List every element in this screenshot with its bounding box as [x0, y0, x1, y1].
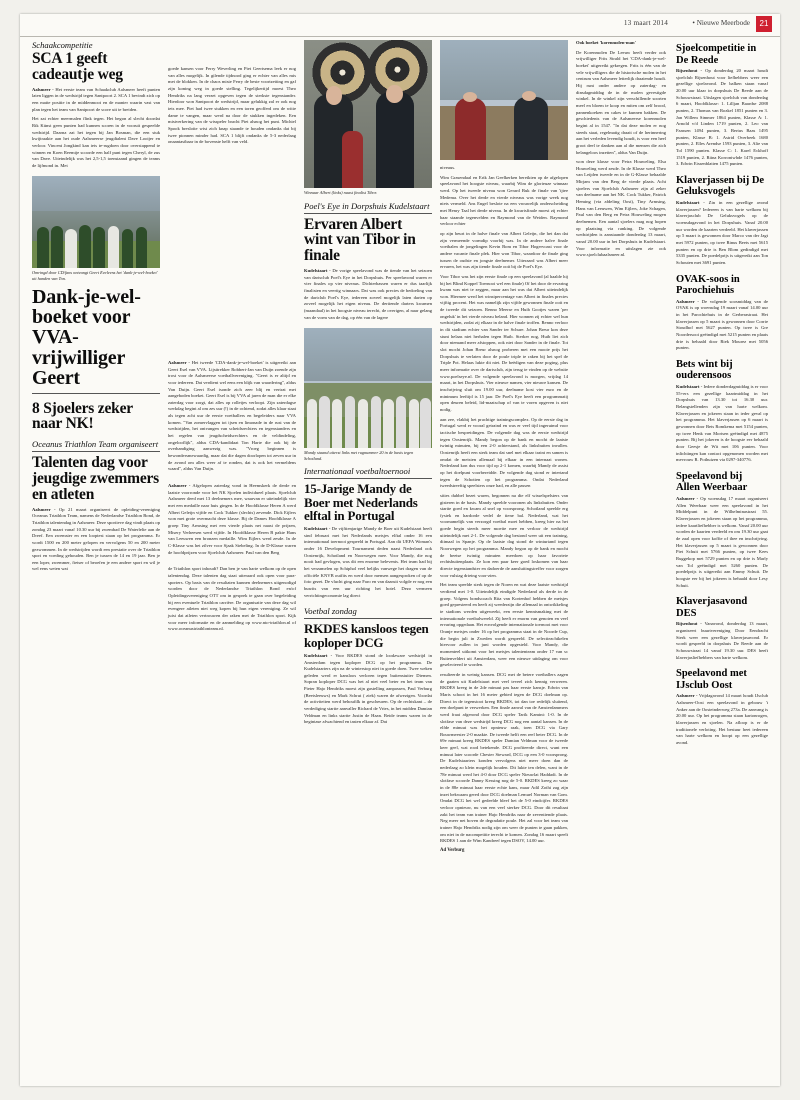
photo-caption: Mandy staand uiterst links met rugnummer 20 in de basis tegen Schotland.	[304, 450, 414, 461]
notice-headline: Bets wint bij ouderensoos	[676, 358, 733, 382]
photo-image	[440, 40, 568, 160]
article-albert	[304, 201, 432, 322]
article-body: Kudelstaart - Voor RKDES stond de loodzware wedstrijd in Amsterdam tegen koploper DCG op het programma. De Kudelstaarters zijn na de winterstop niet in goede doen. Twee weken geleden werd er kansloos verloren tegen buitenstuiter Diemen. Sopran koploper DCG was het al niet veel beter en het team van Pieter Hajo Hendriks moest zijn gastelling aanpassen, Paul Verburg (Beetsleeuws) en Mark Schrut ( ziek) waren de afwezigen. Voordat de activiteiten werd behoufilk in gescheuren. Op de rechtskant – de verdediging startte aanvaller Richard de Vries, in het midden Damian Veldman en links startte Justin de Haan. Beide teams waren in de begintase afwachtend en tasten elkaar af. Dat	[304, 652, 432, 725]
photo-image	[32, 176, 160, 268]
dateline: Rijsenhout -	[676, 621, 702, 627]
article-rkdes-continued: resulteerde in weinig kansen. DCG met de betere voetballers zagen de gaaten uit Kudelstaart met veel teveel zich kennig verweren. RKDES kreeg in de 2de minuut pas haar eerste kansje. Edwin van Maris schoot in het 16 meter gebied tegen de DCG doelman op. Direct in de tegenstoot kreeg RKDES, tot dan toe redelijk sluitend, een doelpunt te verwerken. Een finale aanval van de Amsterdammers werd fraai afgerond door DCG speler Tarik Kamini: 1-0. In de slotfase van deze wedstrijd kreeg DCG nog een aantal kansen. In de elfde minuut was het opnieuw raak, toen DCG via Gary Bouwmeester 2-0 maakte. De tweede helft een reel beter DCG. In de 69e minuut kreeg RKDES speler Damian Veldman voor de tweede keer geel, wat rood betekende. DCG profiteerde direct, wunt een minuut later scoorde Chester Steward, DCG op een 3-0 voorsprong. De Kudelstaarters konden vervolgens niet meer doen dan de nederlaag zo klein mogelijk houden. Dit lukte ten delen, want in de 78e minuut werd het 4-0 door DCG speler Nieuwlat Haddadi. In de slotfase scoorde Danny Kessing nog de 5-0. RKDES kreeg zo waar in de 88e minuut haar eerste echte kans, maar Adil Zothi zag zijn inzet bekwaam gered door DCG doelman Lemuel Norman van Gom. Omdat DCG het wel gedeelde bleef het de 5-0 eindcijfer. RKDES verloor opnieuw, nu van een veel sterker DCG. Door dit resultaat zakt het team van trainer Hajo Hendriks naar de zeventiende plaats. Neg meer net boven de degradatie poule. Het zal voor het team van trainer Hajo Hendriks nodig zijn om weer de punten te gaan pakken, om niet in de nacompetitie terecht te komen. Zondag 16 maart speelt RKDES 1 aan de Wim Kandreef tegen DSOV, 14.00 uur. Ad Verburg	[440, 671, 568, 853]
article-body: Aalsmeer - Op 21 maart organiseert de opleiding-vereniging Oceanus Triathlon Team, namens de Nederlandse Triathlon Bond, de Triathlon talentendag in Aalsmeer. Deze sportieve dag vindt plaats op zondag 23 maart vanaf 10.30 uur bij zwembad De Waterlelie aan de Dreef. Een zwemster en een looptest staan op het programma. Er wordt 1500 en 200 meter gelopen en vervolgens 50 en 200 meter gezwommen. In de wedstrijden wordt een prestatie over de Triathlon sport en voeding gehouden. Ben je tussen de 14 en 19 jaar. Ben je een loper, zwemmer, fietser of beoefen je een andere sport en wil je wel eens weten wat	[32, 506, 161, 572]
article-columns	[32, 40, 768, 1080]
article-sjoelers	[32, 401, 160, 433]
article-mandy-continued: aan zee, vlakbij het prachtige trainingscomplex. Op de eerste dag in Portugal werd er vooral getraind en was er veel tijd ingeruimd voor tactische bespreidingen. De volgende dag was de eerste wedstrijd tegen Oostenrijk. Mandy begon op de bank en mocht de laatste twintig minuten, bij een 2-0 achterstand, als linksbuiten invallen. Oostenrijk heeft een sterk team dat snel met elkaar traint en samen is omdat de meisten allemaal bij elkaar in een internaat wonen. Nederland kon dus voor tijd op 2-1 komen, waarbij Mandy de assist op het doelpunt voorbereidde. De volgende dag stond er intertand tegen de Schotten op het programma. Ondat Nederland tweedstreeftig speelsters onze had, en alle passen sities dubbel bezet waren, begonnen na die elf wisselspelsters van gisteren in de basis. Mandy speelde vooronen als linksbuiten. Onder startte goed en kwam al snel op voorsprong. Schotland speelde erg fysiek en hardorde vedel de tiene bal. Nederland, wat het voornamelijk van verzorgd voetbal moet hebben, kreeg hier na het goede begin steeds meer moeite mee en verloor de wedstrijd uiteindelijk met 2-1. De volgende dag bestond weer uit een training, diimaal in Spanje. Op de laatste dag stond de winturtand tegen Noorwegen op het programma. Mandy begon op de bank en mocht de beetse twintig minuten meedoen op haar favoriete rechtsbuitenplaats. Ze kon een paar keer goed loskomen van haar directe tegenstandster en dadoerde de aansluitingstreffer voor zorgen voor vulsiag drieing voor-zien. Het team speelde sterk tegen de Noren en wat deze laatste wedstrijd verdiend met 1-0. Uiteindelijk eindigde Nederland als derde in de groep. Volgens bondscoach Rita van Kortenhof hebben de meisjes goed gepresteerd en heeft zij weederzijn die allemaal in ontwikkeling te stadions werden uitgeweekt, een eerste kennismaking met de internationale voetbalwereld. Zij heeft er enorm van genoten en veel ervaring opgedaan. Het ecnvolgende internationale toernooi met voor Oranje meisjes onder 16 op het programma staat in de Noorde Cup, die begin juli in Zweden wordt gespeeld. De selectieachtkelen hiervoor zullen in juni worden opgesteld. Voor Mandy, die momenteel uitkomt voor het meisjes talententeam onder 17 van sc Buitenveldert uit Amsterdam, weer een nieuwe uitdaging om voor geselecteerd te worden.	[440, 416, 568, 668]
photo-darts	[304, 40, 432, 196]
column-2	[168, 40, 296, 1080]
divider	[304, 478, 432, 479]
dateline: Rijsenhout -	[676, 68, 703, 74]
dateline: Aalsmeer -	[32, 86, 54, 92]
dateline: Kudelstaart -	[304, 267, 331, 273]
divider	[304, 213, 432, 214]
article-headline: 8 Sjoelers zeker naar NK!	[32, 399, 133, 433]
byline: Ad Verburg	[440, 847, 465, 853]
divider	[32, 451, 160, 452]
notice-klaverjasavond-des	[676, 596, 768, 661]
notice-sjoelcompetitie	[676, 43, 768, 168]
notice-headline: OVAK-soos in Parochiehuis	[676, 273, 740, 297]
dateline: Aalsmeer -	[676, 496, 699, 501]
article-sjoelers-body: Aalsmeer - Afgelopen zaterdag vond in Heemskerk de derde en laatste voorronde voor het NK Sjoelen individueel plaats. Sjoelclub Aalsmeer deed met 13 deelnemers mee, waarvan er uiteindelijk vier met een medaille naar huis gingen. In de Hoofdklasse Heren A werd Albert Geleijn vijfde en Cock Tukker (slechts) zevende. Dick Eijlers won met grote overmacht deze klasse. Bij de Dames Hoofdklasse A groep Tiny Armsing met een vierde plaats net naast de prijzen, Misery Verheesen werd vijfde. In Hoofdklasse Heren B pakte Hans van Leeuwen een bronzen medaille. Wim Eijlers werd zesde. In de C-Klasse was het zilver voor Sjaak Siebeling. In de D-Klasse waren de hoofdprijzen voor Sjoelclub Aalsmeer. Paul van den Berg	[168, 483, 296, 555]
article-geert-body-2: Ook boeket 'korenmolen-man' De Korenmolen De Leeuw heeft verder ook vrijwilliger Frits Strald het 'CDA-dank-je-wel-boeket' uitgereikt gekregen. Frits is één van de vele vrijwilligers die de historische molen in het centrum van Aalsmeer letterlijk draaiende houdt. Hij runt onder andere op zaterdag- en dinsdagmiddag de in de molen gevestigde winkel. In de winkel zijn verschillende soorten meel en bloem te koop en miten om zelf brood, pannenkoeken en cakes te kunnen bakken. De geschiedenis van de Aalsmeerse korenmolen begint al in 1547. "In dat deze molen er nog steeds staat, regelmatig draait of de herinnering aan het verleden levendig houdt, is voor een heel groot deel te danken aan al die mensen die zich belangeloos inzetten", aldus Van Duijn. won deze klasse voor Petra Houweling. Elsa Houweling werd zesde. In de Klasse werd Theo van Leijden tweede en in de G-Klasse behaalde Mirjam van den Berg de vierde plaats. Acht sjoelers van Sjoelclub Aalsmeer zijn al zeker van deelname aan het NK. Cock Tukker, Patrick Heming (via afdeling Oost), Tiny Armsing, Hans van Leeuwen, Wim Eijlers, Joke Schagen, Paul van den Berg en Petra Houweling mogen deelnemen. Een aantal sjoelers mag nog hopen op plaatsing via ranking. De volgende wedstrijden is aanstaande donderdag 13 maart, vanaf 20.00 uur in het Dorpshuis in Kudelstaart. Voor informatie en uitslagen zie ook www.sjoelclubaalsmeer.nl.	[576, 40, 666, 258]
photo-caption: Winnaar Albert (links) naast finalist Tibor.	[304, 190, 377, 195]
dateline: Kudelstaart -	[304, 652, 333, 658]
article-kicker: Poel's Eye in Dorpshuis Kudelstaart	[304, 200, 430, 211]
article-headline: 15-Jarige Mandy de Boer met Nederlands elftal in Portugal	[304, 481, 418, 523]
article-geert-body: Aalsmeer - Het tweede 'CDA-dank-je-wel-boeket' is uitgereikt aan Geert Esel van VVA. Lijsttrekker Robbert-Jan van Duijn zoende zijn trost voor de Aalsmeerse voetballvereniging. "Geert is er altijd en voor iedereen. Dat verdient wel eens een blijk van waardering", aldus Van Duijn. Geert Esel isonde zich zeer blij en vertrat met aangeboden boeket. Geert Esel is bij VVA al jaren de man die er elke zaterdag voor zorgt, dat alles op rolletjes verloopt. Zijn zaterdagse werkdag begint al om zes uur (!) in de ochtend, zodat alles klaar staat als tegen acht uur de eerste voetballers en begeleiders naar VVA komen. "Van zomervlaggen tot ijsen en limonade in de rust van de wedstrijden, het ontvangen van scheidsrechters en tegenstanders en het regelen van jeugdscheidsrechters en de veldindeling, ongelooflijk", aldus CDA-kandidaat Ton Harte die ook bij de overhandiging aanwezig was. "Vroeg beginnen is bewondersmewaardig, maar dat die dagen doorlopen tot zeven uur in de avond om alles weer af te ronden, dat is ook het vermeldens waard", aldus Van Duijn.	[168, 359, 296, 472]
divider	[304, 618, 432, 619]
dateline: Kudelstaart -	[676, 200, 705, 206]
notice-speelavond-allen-weerbaar	[676, 471, 768, 589]
notice-bets-ouderensoos	[676, 359, 768, 464]
article-schaakcompetitie	[32, 40, 160, 169]
article-kicker: Oceanus Triathlon Team organiseert	[32, 439, 159, 450]
photo-image	[304, 328, 432, 448]
article-body: Kudelstaart - De vorige speelavond was de tiende van het seizoen van dartsclub Poel's Eye in het Dorpshuis. Per speelavond waren er vier finales op vier niveaus. Dichterbassen waren er dus taarlijk finalisten en veertig winnaars. Dat was ook precies de bedoeling van de dartclub Poel's Eye, iedereen zoveel mogelijk laten darten op zoveel mogelijk het eigen niveau. De dertiende darters kwamen (maandaal) in het hoogste niveau terecht, de overigen, al naar gelang van de vorm van de dag, op één van de lagere	[304, 267, 433, 320]
notice-body: Aalsmeer - Vrijdagavond 14 maart houdt IJsclub Aalsmeer-Oost een speelavond in gebouw 't Anker aan de Oosteinderweg 273a. De aanvang is 20.00 uur. Op het programma staan kartonrogen, klaverjassen en sjoelen. Na afloop is er de traditionele verloting. Het bestuur heet iedereen van harte welkom en hoopt op een gezellige avond.	[676, 693, 768, 745]
photo-squad	[304, 328, 432, 461]
article-kicker: Voetbal zondag	[304, 606, 357, 617]
dateline: Aalsmeer -	[32, 506, 56, 512]
photo-caption: Omringd door CD/fans ontvangt Geert Eveleens het 'dank-je-wel-boeket' uit handen van Ton.	[32, 270, 158, 282]
notice-body: Kudelstaart - Zin in een gezellige avond klaverjassen? Iedereen is van harte welkom bij klaverjasclub De Geluksvogels op de woensdagavond in het Dorpshuis. Vanaf 20.00 uur worden de kaarten verdeeld. Het klaverjassen op 5 maart is gewonnen door Marco van der Jagt met 5972 punten, op twee Rinus Beets met 5615 punten en op drie is Ben Blom gedindigd met 5335 punten. De poedelprijs is uitgereikt aan Ton Schouten met 3691 punten.	[676, 200, 769, 265]
article-oceanus	[32, 439, 160, 573]
notice-body: Rijsenhout - Op donderdag 20 maart houdt sjoelclub Rijsenhout voor liefhebbers weer een gezellige sjoelavond. De balken staan vanaf 20.00 uur klaar in dorpshuis De Reede aan de Schouwstraat. Uitslagen sjoelclub van donderdag 6 maart, Hoofdklasse: 1. Lilljan Baardse 2088 punten, 2. Thomas van Rozkel 1851 punten en 3. Jan Willem Simmer 1864 punten, Klasse A: 1. Arnold v/d Linden 1719 punten, 2. Leo van Faassen 1494 punten, 3. Bertus Baas 1495 punten, Klasse B: 1. Astrid Overbeek 1680 punten, 2. Elles Arendse 1593 punten, 3. Alie van Tol 1590 punten. Klasse C: 1. Karel Eckhoff 1519 punten, 2. Riina Korroniwhde 1476 punten, 3. Edwin Eissenblatten 1475 punten.	[676, 68, 768, 167]
article-oceanus-body-2: de Triathlon sport inhoudt? Dan ben je van harte welkom op de open talentendag. Deze talenten dag staat uiteraard ook open voor para-sporters. Op basis van de resultaten kunnen deelnemers uitgenodigd worden door de Nederlandse Triathlon Bond en/of Opleidingsvereniging OTT om in gesprek te gaan over begeleiding bij een eventuele Triathlon carrière. De organisatie van deze dag wil evengere atleten niet weg kopen bij hun eigen vereniging. Ze wil juist dat atleten vertrouwen der raken met de Triathlon sport. Kijk voor meer informatie en de aanmelding op www.nto-triathlon.nl of www.oceanustriathlonteam.nl.	[168, 566, 296, 632]
photo-player	[440, 40, 568, 160]
notice-headline: Speelavond met IJsclub Oost	[676, 668, 747, 691]
photo-image	[304, 40, 432, 188]
notice-headline: Sjoelcompetitie in De Reede	[676, 43, 757, 66]
notice-headline: Klaverjassen bij De Geluksvogels	[676, 174, 765, 198]
dateline: Kudelstaart -	[676, 384, 703, 390]
article-headline: Ervaren Albert wint van Tibor in finale	[304, 215, 416, 265]
photo-geert	[32, 176, 160, 281]
article-body: Aalsmeer - Het eerste team van Schaakclub Aalsmeer heeft punten laten liggen in de wedstrijd tegen Santpoort 2. SCA 1 bevindt zich op een matte positie in de middenmoot en de manier waarin vast van plan tegen het team van Santpoort de score uit te breiden. Het zat echter meermalen flink tegen. Het begon al slecht doordat Rik Künst geen punten had kunnen scoren in de vooruit gespeelde wedstrijd. Daarna zat het tegen bij Jan Bosman, die een stuk kwijtraakte aan het oude Aalsmeerse jeugdtalent Dave Looijer en verloor. Vincent Jongkind kan iets te-rugdoen door overstappend te winnen en Koen Reemtje scoorde een half punt tegen Cheryl, de zus van Dave. Uiteindelijk was het 2,5-1,5 toenstaand gingen de teams de lijfmond in. Met	[32, 86, 160, 168]
notice-body: Kudelstaart - Iedere donderdagmiddag is er voor 55+ers een gezellige kaartmiddag in het Dorpshuis van 13.30 tot 16.30 uur. Belangstellenden zijn van harte welkom. Klaverjassen en jokeren staan in ieder geval op het programma. Het klaverjassen op 6 maart is gewonnen door Bets Romkema met 5154 punten, op twee Henk van Mortsen geëindigd met 4875 punten. Bij het jokeren is de hoogste eer behaald door Geesje de Wit met 106 punten. Voor inlichtingen kan contact opgenomen worden met mevrouw R. Pothuizen via 0297-340776.	[676, 384, 769, 463]
column-3	[304, 40, 432, 1080]
article-rkdes	[304, 606, 432, 726]
article-geert	[32, 287, 160, 394]
article-headline: Talenten dag voor jeugdige zwemmers en atleten	[32, 454, 160, 503]
dateline: Kudelstaart -	[304, 526, 331, 532]
article-headline: RKDES kansloos tegen koploper DCG	[304, 621, 429, 650]
notice-body: Rijsenhout - Vanavond, donderdag 13 maart, organiseert buurtvereniging Door Eendracht Sterk weer een gezellige klaverjasavond. Er wordt gespeeld in dorpshuis De Reede aan de Schouwstraat 14 vanaf 19.30 uur. DES heeft klaverjasliefhebbers van harte welkom.	[676, 621, 768, 660]
newspaper-page	[20, 14, 780, 1086]
masthead	[20, 14, 780, 37]
dateline: Aalsmeer -	[168, 359, 190, 365]
page-number-badge: 21	[756, 16, 772, 32]
article-kicker: Internationaal voetbaltoernooi	[304, 466, 411, 477]
notice-headline: Klaverjasavond DES	[676, 596, 748, 619]
dateline: Aalsmeer -	[676, 693, 698, 699]
column-6-notices	[676, 40, 768, 1080]
column-1	[32, 40, 160, 1080]
article-mandy	[304, 466, 432, 599]
dateline: Aalsmeer -	[676, 298, 699, 304]
article-kicker: Schaakcompetitie	[32, 40, 93, 50]
notice-klaverjassen-geluksvogels	[676, 175, 768, 267]
column-4	[440, 40, 568, 1080]
divider	[32, 393, 160, 394]
notice-ovak-soos	[676, 274, 768, 352]
notice-body: Aalsmeer - Op woensdag 17 maart organiseert Allen Weerbaar weer een speelavond in het Middelpunt in de Wilhelminastraat 55. Klaverjassen en jokeren staan op het programma, iedere kaartliefhebber is welkom. Vanaf 20.00 uur worden de kaarten verdeeld en om 19.30 uur gaat de zaal open voor koffie of thee en inschrijving. Het klaverjassen op 5 maart is gewonnen door Piet Schuit met 5766 punten, op twee Kees Ruggekop met 5729 punten en op drie is Marly van Tol geëindigd met 5260 punten. De poedelprijs is uitgereikt aan Emmy Schuit. De hoogste eer bij het jokeren is behaald door Lesy Schuit.	[676, 496, 769, 588]
dateline: Aalsmeer -	[168, 483, 191, 489]
notice-speelavond-ijsclub-oost	[676, 668, 768, 746]
article-headline: Dank-je-wel-boeket voor VVA-vrijwilliger Geert	[32, 285, 141, 390]
masthead-date: 13 maart 2014	[623, 19, 668, 27]
notice-body: Aalsmeer - De volgende soosmiddag van de OVAK is op woensdag 19 maart vanaf 14.00 uur in het Parochiehuis in de Gerberastraat. Het klaverjassen op 5 maart is gewonnen door Corrie Stoudhof met 5627 punten. Op twee is Gre Noordersooi geëindigd met 5215 punten en plaats drie is behaald door Riek Mourez met 5056 punten.	[676, 298, 768, 351]
article-schaak-continued: goede kansen voor Ferry Weverling en Piet Geertsema leek er nog van alles mogelijk. In gilende tijdnood ging er echter van alles mis met de blokken. In de chaos miste Ferry de beste voortzetting en gaf zijn koning weg in goede stelling. Tegelijkertijd moest Theo Hendriks na lang verzet opgeven tegen de sterkste tegenstander. Hierdoor won Santpoort de wedstrijd, maar gelukkig zal er ook nog iets mee. Piet had twee stukken en een toren geofferd om de witte dame te vangen, maar werd na door de stukken ingedeken. Een mistverkering van de wisspeler bracht Piet alsnog het punt. Michiel Spook bresloite wist zich knap staande te houden ondanks dat bij twee pionnen minder had. SCA 1 blijft ondanks de 5-3 nederlaag onaantastbaar in de bovenste helft van veld.	[168, 66, 296, 145]
article-headline: SCA 1 geeft cadeautje weg	[32, 50, 123, 83]
article-albert-continued: niveaus. Wim Grasendaal en Erik Jan Geelkerken bereikten op de afgelopen speelavond het hoogste niveau, waarbij Wim de glorieuze winnaar werd. Op het tweede niveau won Gerard Buk de finale van 'ijtee Medema. Over het derde en vierde niveaus was vorige week nog niets vermeld. Ans Engel beslote na een vrouwelijk onderscheiding met Henry Taal het derde niveau. In de kwartsfinale moest zij echter baar staande tegenvelden en Raymond van de Weiden. Raymond verloor echter op zijn beurt in de halve finale van Albert Geleijn, die het dan dat zijn vermeende vormdip voorbij was. In de andere halve finale voetbalen de jongelingen Kevin Bom en Tibor Hogervoast voor de andere vacante finale plek. Hier won Tibor, waardoor de finale ging tussen de oudste en jongste deelnemer. Uiteraard was Albert meer ervaren, het was zijn tiende finale ooit bij de Poel's Eye. Voor Tibor was het zijn eerste finale op een speelavond (al haalde hij bij het Blind Koppel Toernooi wel een finale) Of het door de ervaring kwam was niet te zeggen, maar aan het was dat Albert uiteindelijk won. Hiermee werd het winstpercentage van Albert in finales precies vijftig procent. Het was namelijk zijn vijfde gewonnen finale ooit en de tweede dit seizoen. Renno Meerse en Huib Gootjes waren 'per ongeluk' in het vierde niveau beland. Hier wonnen zij echter wel hun wedstrijden, zodat zij elkaar in de halve finale troffen. Renno verloor in dit stadium echter van Sander ter Schure. Johan Breur kon deze stunt helaas niet herhalen tegen Huib. Sterker nog, Huib liet zich door niemand meer afstoppen, ook niet door Sander in de finale. Tot slot mocht Johan Breur alsnog proberen met een mooie prijs het Dorpshuis te verlaten door de poule triple te raken bij het spel de Triple Pot. Helaas lukte dit niet. De beëdigen van deze poging, plus meer informatie over de dartsclub, zijn terug te vinden op de website www.poelseye.nl. De volgende speelavond is morgen, vrijdag 14 maart, in het Dorpshuis. Vier nieuwe namen, vier nieuwe kansen. De inschrijving sluit om 19.00 uur, deelname kost vier euro en de minimum leeftijd is 15 jaar. De Poel's Eye heeft een programmatij open deuren beleid, lid-maatschap of van te voren opgeven is niet nodig.	[440, 165, 568, 412]
notice-headline: Speelavond bij Allen Weerbaar	[676, 470, 748, 494]
column-5	[576, 40, 666, 1080]
article-body: Kudelstaart - De vijftienjarige Mandy de Boer uit Kudelstaart heeft sind februari met het Nederlands meisjes elftal onder 16 een internationaal toernooi gespeeld in Portugal. Aan dit UEFA Woman's onder 16 Development Tournament deden naast Nederland ook Oostenrijk, Schotland en Noorwegen mee. Voor Mandy, die nog nooit had gevlogen, was dit een enorme belevenis. Het team had bij het verzamelen op Schiphol veel belijks vanwege het dragen van de officiële KNVB outfits en werd door mensen aangesproken of op de foto gezet. De vlucht ging naar Faro en van daaruit volgde er nog een busrits van een uur richting het hotel. Dezo vermeen verrichtingeconomie lag direct	[304, 526, 433, 598]
masthead-paper-title: • Nieuwe Meerbode	[692, 19, 750, 27]
